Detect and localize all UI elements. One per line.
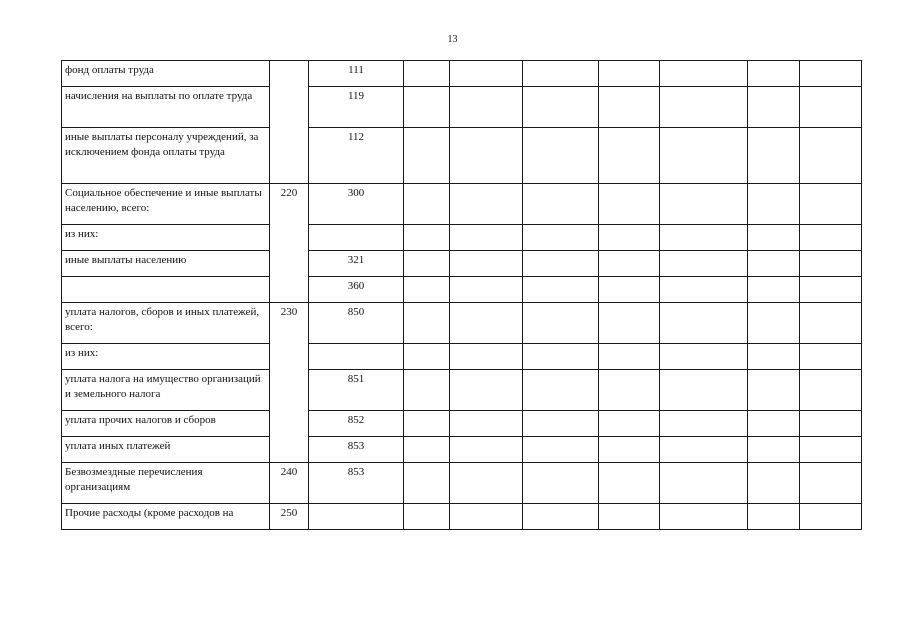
row-kvr: 321 [309, 251, 404, 277]
row-kvr: 853 [309, 437, 404, 463]
table-row [62, 437, 862, 463]
table-row [62, 370, 862, 411]
row-name: Прочие расходы (кроме расходов на [62, 504, 270, 530]
table-row [62, 504, 862, 530]
row-code: 240 [270, 463, 309, 504]
row-name: уплата прочих налогов и сборов [62, 411, 270, 437]
row-kvr [309, 225, 404, 251]
row-name: Безвозмездные перечисления организациям [62, 463, 270, 504]
table-row [62, 411, 862, 437]
row-kvr: 850 [309, 303, 404, 344]
budget-table [61, 60, 862, 530]
row-code: 230 [270, 303, 309, 463]
table-row [62, 61, 862, 87]
row-name: Социальное обеспечение и иные выплаты населению, всего: [62, 184, 270, 225]
row-kvr: 119 [309, 87, 404, 128]
table-row [62, 251, 862, 277]
row-code: 220 [270, 184, 309, 303]
table-row [62, 225, 862, 251]
row-name: фонд оплаты труда [62, 61, 270, 87]
table-row [62, 463, 862, 504]
row-kvr: 851 [309, 370, 404, 411]
row-kvr [309, 504, 404, 530]
row-name: уплата налогов, сборов и иных платежей, всего: [62, 303, 270, 344]
row-name: иные выплаты населению [62, 251, 270, 277]
table-row [62, 344, 862, 370]
table-row [62, 87, 862, 128]
row-kvr: 112 [309, 128, 404, 184]
row-kvr: 360 [309, 277, 404, 303]
row-name: иные выплаты персоналу учреждений, за исключением фонда оплаты труда [62, 128, 270, 184]
row-name: из них: [62, 344, 270, 370]
row-name: уплата иных платежей [62, 437, 270, 463]
row-code: 250 [270, 504, 309, 530]
row-kvr [309, 344, 404, 370]
table-row [62, 303, 862, 344]
row-name: из них: [62, 225, 270, 251]
table-row [62, 277, 862, 303]
page-number: 13 [447, 34, 458, 45]
row-kvr: 853 [309, 463, 404, 504]
row-kvr: 111 [309, 61, 404, 87]
row-name [62, 277, 270, 303]
row-name: начисления на выплаты по оплате труда [62, 87, 270, 128]
row-kvr: 852 [309, 411, 404, 437]
table-row [62, 184, 862, 225]
table-row [62, 128, 862, 184]
row-name: уплата налога на имущество организаций и земельного налога [62, 370, 270, 411]
row-kvr: 300 [309, 184, 404, 225]
row-code [270, 61, 309, 184]
